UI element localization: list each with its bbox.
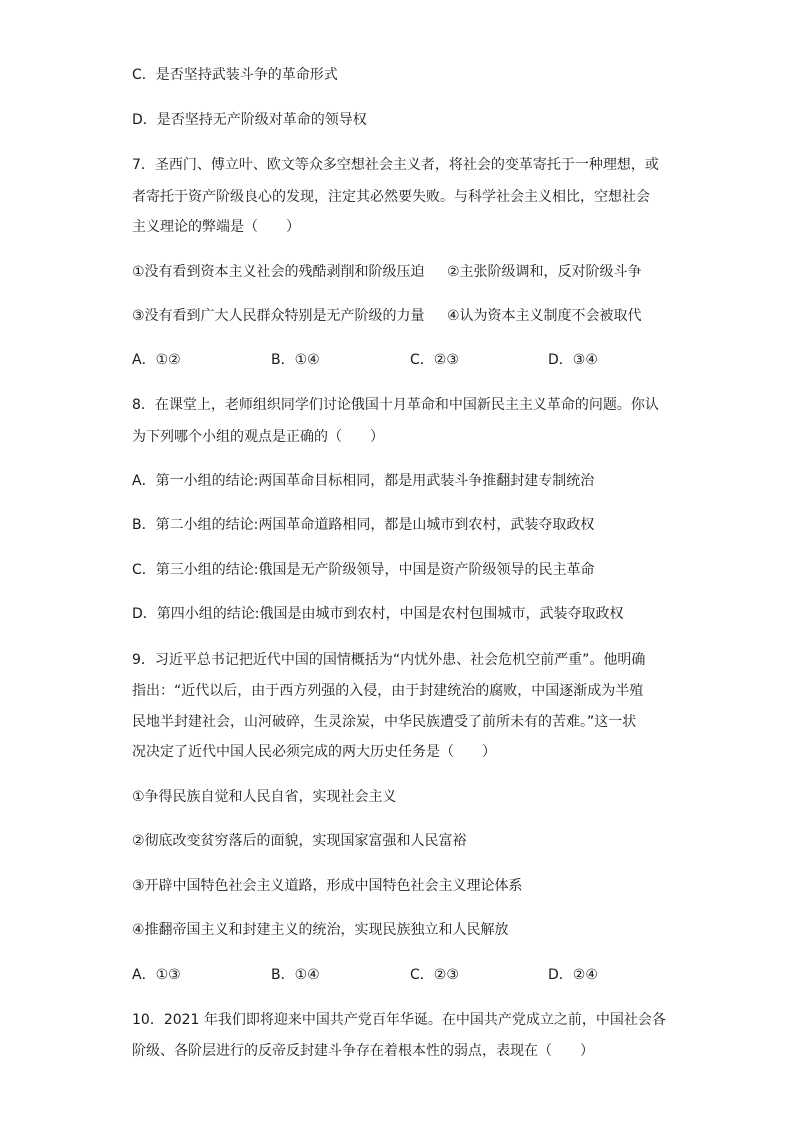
q9-option-a: A．①③: [132, 967, 181, 983]
q8-stem-line: 为下列哪个小组的观点是正确的（ ）: [132, 429, 384, 445]
q7-statement-row: [132, 306, 692, 326]
q10-stem-line: 10．2021 年我们即将迎来中国共产党百年华诞。在中国共产党成立之前，中国社会各: [132, 1012, 666, 1028]
q8-stem-line: 8．在课堂上，老师组织同学们讨论俄国十月革命和中国新民主主义革命的问题。你认: [132, 397, 659, 413]
q6-option-c: C．是否坚持武装斗争的革命形式: [132, 67, 338, 83]
q9-option-c: C．②③: [410, 967, 459, 983]
q7-statement: ①没有看到资本主义社会的残酷剥削和阶级压迫: [132, 264, 425, 280]
q9-statement: ③开辟中国特色社会主义道路，形成中国特色社会主义理论体系: [132, 878, 523, 894]
q9-stem-line: 民地半封建社会，山河破碎，生灵涂炭，中华民族遭受了前所未有的苦难。”这一状: [132, 714, 637, 730]
q7-option-b: B．①④: [271, 352, 320, 368]
q8-option-a: A．第一小组的结论:两国革命目标相同，都是用武装斗争推翻封建专制统治: [132, 473, 595, 489]
q9-statement: ④推翻帝国主义和封建主义的统治，实现民族独立和人民解放: [132, 922, 509, 938]
q9-option-b: B．①④: [271, 967, 320, 983]
q8-option-b: B．第二小组的结论:两国革命道路相同，都是山城市到农村，武装夺取政权: [132, 517, 595, 533]
q7-stem-line: 主义理论的弊端是（ ）: [132, 219, 300, 235]
q7-statement-row: [132, 262, 692, 282]
q7-stem-line: 者寄托于资产阶级良心的发现，注定其必然要失败。与科学社会主义相比，空想社会: [132, 189, 650, 205]
q7-statement: ③没有看到广大人民群众特别是无产阶级的力量: [132, 308, 425, 324]
q9-option-d: D．②④: [548, 967, 598, 983]
q9-stem-line: 9．习近平总书记把近代中国的国情概括为“内忧外患、社会危机空前严重”。他明确: [132, 652, 646, 668]
q7-statement: ②主张阶级调和，反对阶级斗争: [447, 264, 642, 280]
q9-stem-line: 指出：“近代以后，由于西方列强的入侵，由于封建统治的腐败，中国逐渐成为半殖: [132, 683, 644, 699]
q8-option-d: D．第四小组的结论:俄国是由城市到农村，中国是农村包围城市，武装夺取政权: [132, 606, 624, 622]
q7-statement: ④认为资本主义制度不会被取代: [447, 308, 642, 324]
q9-stem-line: 况决定了近代中国人民必须完成的两大历史任务是（ ）: [132, 744, 496, 760]
q7-option-a: A．①②: [132, 352, 181, 368]
q7-options: [132, 350, 692, 370]
q9-options: [132, 965, 692, 985]
q7-option-c: C．②③: [410, 352, 459, 368]
q6-option-d: D．是否坚持无产阶级对革命的领导权: [132, 112, 367, 128]
q7-option-d: D．③④: [548, 352, 598, 368]
q10-stem-line: 阶级、各阶层进行的反帝反封建斗争存在着根本性的弱点，表现在（ ）: [132, 1043, 594, 1059]
q9-statement: ②彻底改变贫穷落后的面貌，实现国家富强和人民富裕: [132, 833, 467, 849]
q7-stem-line: 7．圣西门、傅立叶、欧文等众多空想社会主义者，将社会的变革寄托于一种理想，或: [132, 157, 659, 173]
q9-statement: ①争得民族自觉和人民自省，实现社会主义: [132, 789, 397, 805]
q8-option-c: C．第三小组的结论:俄国是无产阶级领导，中国是资产阶级领导的民主革命: [132, 562, 595, 578]
